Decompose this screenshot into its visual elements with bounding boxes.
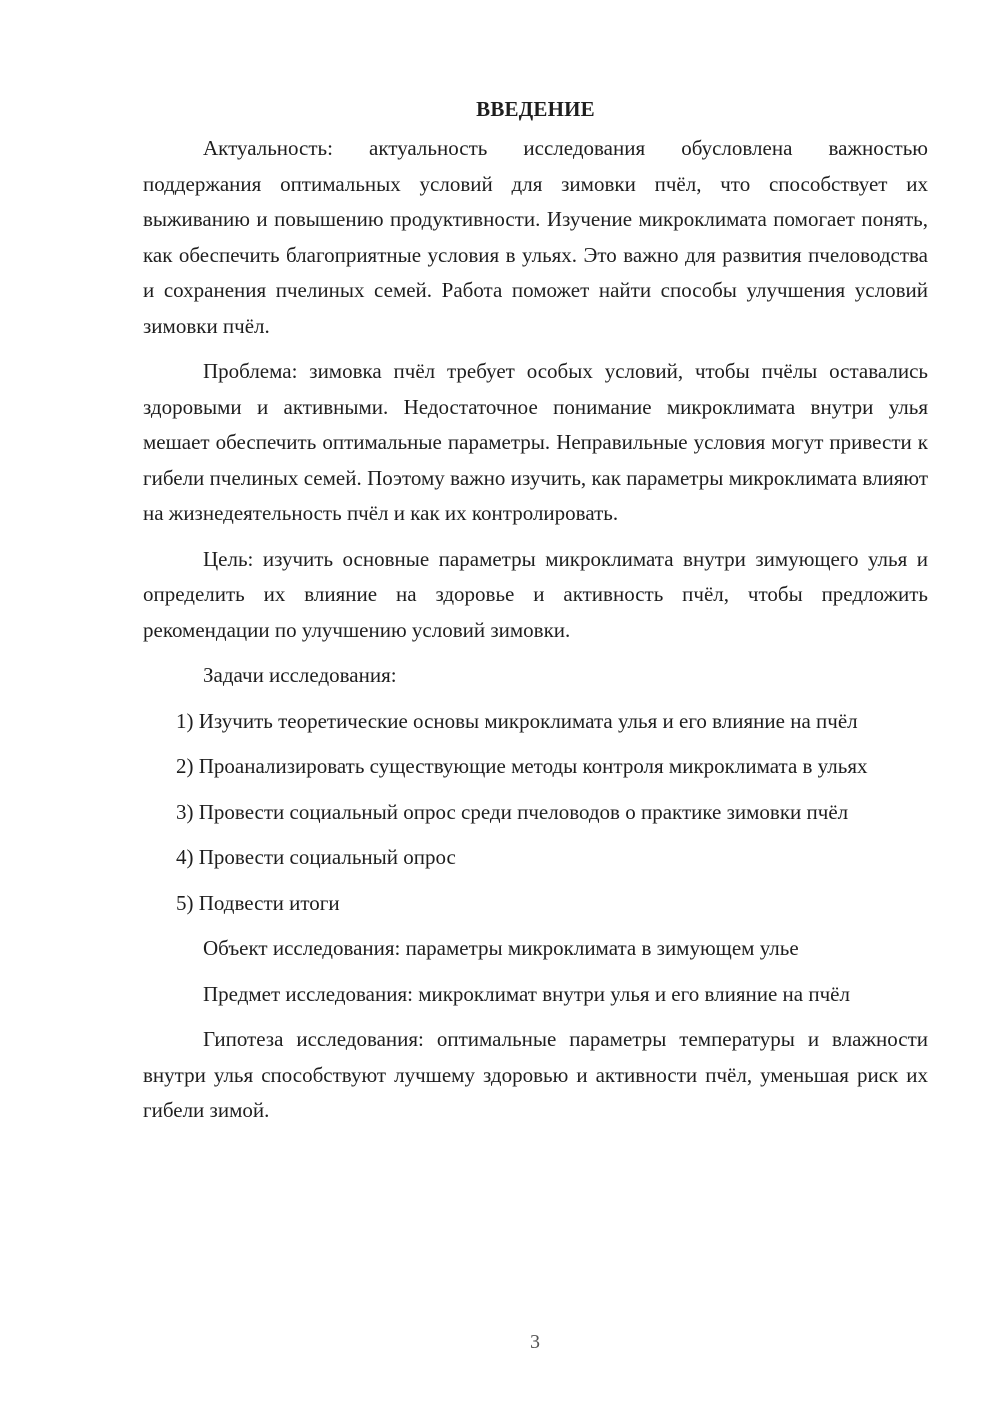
task-item-1: 1) Изучить теоретические основы микроклимата улья и его влияние на пчёл	[176, 708, 858, 733]
task-item-5: 5) Подвести итоги	[176, 890, 340, 915]
task-item-2: 2) Проанализировать существующие методы контроля микроклимата в ульях	[176, 754, 868, 778]
problem-paragraph: Проблема: зимовка пчёл требует особых условий, чтобы пчёлы оставались здоровыми и активными. Недостаточное понимание микроклимата внутри улья мешает обеспечить оптимальные параметры. Неправильные условия могут привести к гибели пчелиных семей. Поэтому важно изучить, как параметры микроклимата влияют на жизнедеятельность пчёл и как их контролировать.	[143, 359, 928, 525]
task-item-3: 3) Провести социальный опрос среди пчеловодов о практике зимовки пчёл	[176, 799, 849, 824]
subject-paragraph: Предмет исследования: микроклимат внутри улья и его влияние на пчёл	[203, 981, 850, 1006]
page-number: 3	[530, 1331, 540, 1353]
hypothesis-paragraph: Гипотеза исследования: оптимальные параметры температуры и влажности внутри улья способствуют лучшему здоровью и активности пчёл, уменьшая риск их гибели зимой.	[143, 1027, 928, 1122]
section-title: ВВЕДЕНИЕ	[476, 97, 595, 121]
goal-paragraph: Цель: изучить основные параметры микроклимата внутри зимующего улья и определить их влияние на здоровье и активность пчёл, чтобы предложить рекомендации по улучшению условий зимовки.	[143, 546, 928, 642]
document-page	[143, 92, 928, 1129]
tasks-heading: Задачи исследования:	[203, 663, 397, 687]
task-item-4: 4) Провести социальный опрос	[176, 845, 456, 869]
object-paragraph: Объект исследования: параметры микроклимата в зимующем улье	[203, 936, 799, 960]
relevance-paragraph: Актуальность: актуальность исследования обусловлена важностью поддержания оптимальных условий для зимовки пчёл, что способствует их выживанию и повышению продуктивности. Изучение микроклимата помогает понять, как обеспечить благоприятные условия в ульях. Это важно для развития пчеловодства и сохранения пчелиных семей. Работа поможет найти способы улучшения условий зимовки пчёл.	[143, 136, 928, 338]
